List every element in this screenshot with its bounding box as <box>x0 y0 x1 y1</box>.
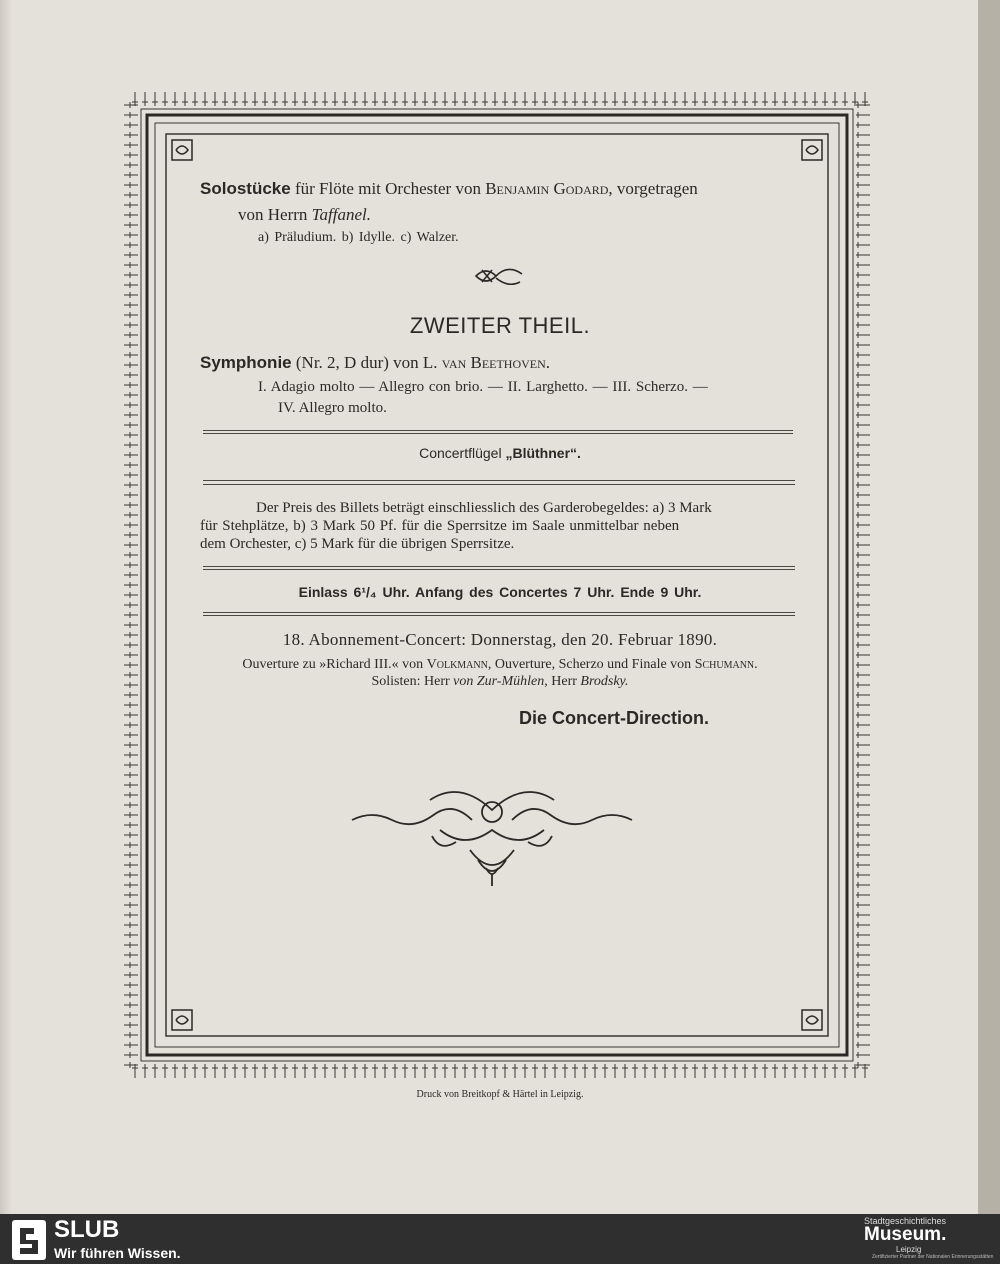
museum-city: Leipzig <box>896 1245 922 1254</box>
solo-text-2: , vorgetragen <box>608 179 698 198</box>
slub-name: SLUB <box>54 1216 120 1243</box>
next-program-text: Ouverture zu »Richard III.« von <box>242 657 427 672</box>
divider <box>203 430 793 434</box>
solo-line-2 <box>238 205 371 225</box>
section-title: ZWEITER THEIL. <box>409 313 591 338</box>
solo-composer: Benjamin Godard <box>485 179 609 198</box>
price-line-1: Der Preis des Billets beträgt einschliesslich des Garderobegeldes: a) 3 Mark <box>256 500 712 516</box>
printer-credit: Druck von Breitkopf & Härtel in Leipzig. <box>416 1089 584 1100</box>
next-composer-1: Volkmann <box>426 657 488 672</box>
soloist-1: von Zur-Mühlen <box>453 674 545 689</box>
next-concert: 18. Abonnement-Concert: Donnerstag, den 20. Februar 1890. <box>282 630 718 649</box>
soloists-prefix: Solisten: Herr <box>371 674 454 689</box>
symphony-parts-2: IV. Allegro molto. <box>278 400 387 416</box>
solo-performer-prefix: von Herrn <box>238 205 312 224</box>
piano-line <box>0 445 1000 461</box>
next-concert-program <box>0 657 1000 673</box>
price-line-2: für Stehplätze, b) 3 Mark 50 Pf. für die Sperrsitze im Saale unmittelbar neben <box>200 518 680 534</box>
times-line: Einlass 6¹/₄ Uhr. Anfang des Concertes 7 Uhr. Ende 9 Uhr. <box>298 584 702 600</box>
signature: Die Concert-Direction. <box>519 708 710 728</box>
solo-parts: a) Präludium. b) Idylle. c) Walzer. <box>258 230 459 245</box>
next-composer-2: Schumann. <box>694 657 758 672</box>
slub-logo-icon <box>12 1220 46 1260</box>
soloists-sep: , Herr <box>544 674 581 689</box>
symphony-line <box>200 353 550 373</box>
symphony-parts-1: I. Adagio molto — Allegro con brio. — II. Larghetto. — III. Scherzo. — <box>258 379 708 395</box>
soloist-2: Brodsky. <box>580 674 629 689</box>
next-concert-soloists <box>0 674 1000 690</box>
symphony-heading: Symphonie <box>200 353 292 372</box>
slub-tagline: Wir führen Wissen. <box>54 1245 181 1261</box>
museum-top: Stadtgeschichtliches <box>864 1216 947 1226</box>
divider <box>203 566 795 570</box>
symphony-text: (Nr. 2, D dur) von L. <box>291 353 442 372</box>
solo-performer: Taffanel. <box>311 205 372 224</box>
solo-heading: Solostücke <box>200 179 291 198</box>
solo-text: für Flöte mit Orchester von <box>290 179 486 198</box>
solo-line-1 <box>200 179 698 199</box>
piano-text: Concertflügel <box>419 445 506 461</box>
museum-name: Museum. <box>864 1224 947 1245</box>
price-line-3: dem Orchester, c) 5 Mark für die übrigen Sperrsitze. <box>200 536 515 552</box>
symphony-composer: van Beethoven. <box>441 353 551 372</box>
divider <box>203 480 795 485</box>
divider <box>203 612 795 616</box>
footer-bar <box>0 1214 1000 1264</box>
museum-note: Zertifizierter Partner der Nationalen Erinnerungsstätten <box>872 1254 994 1260</box>
piano-brand: „Blüthner“. <box>505 445 581 461</box>
next-program-text-2: , Ouverture, Scherzo und Finale von <box>487 657 695 672</box>
